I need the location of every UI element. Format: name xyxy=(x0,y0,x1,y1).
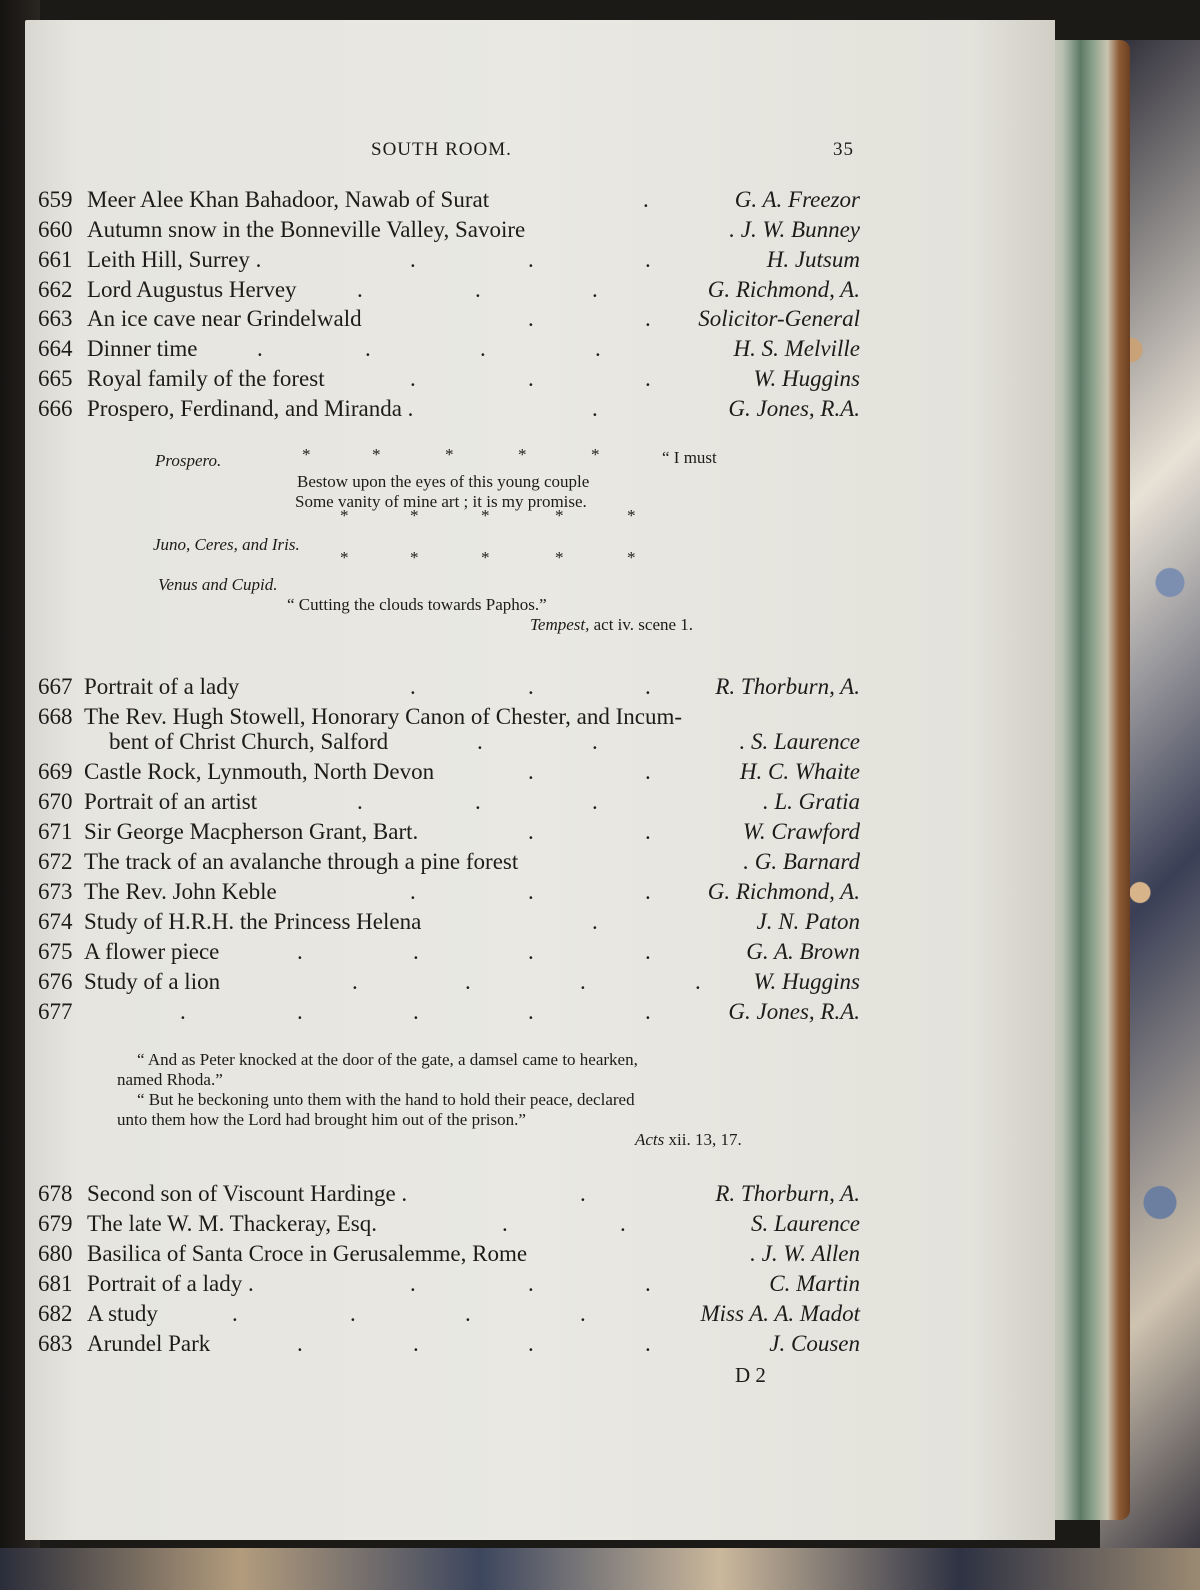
leader-dots xyxy=(25,187,1055,217)
entry-title: Portrait of a lady xyxy=(84,674,240,699)
star-ornament: * xyxy=(627,506,636,525)
leader-dot: . xyxy=(180,999,186,1024)
leader-dot: . xyxy=(413,939,419,964)
catalogue-entry xyxy=(25,849,1055,879)
star-ornament: * xyxy=(445,445,454,464)
catalogue-entry xyxy=(25,217,1055,247)
star-ornament: * xyxy=(627,548,636,567)
leader-dot: . xyxy=(297,939,303,964)
entry-title: Castle Rock, Lynmouth, North Devon xyxy=(84,759,435,784)
entry-artist: G. Richmond, A. xyxy=(707,879,860,904)
star-ornament: * xyxy=(340,506,349,525)
star-ornament: * xyxy=(555,506,564,525)
leader-dots xyxy=(25,277,1055,307)
entry-title: The late W. M. Thackeray, Esq. xyxy=(87,1211,377,1236)
catalogue-entry-continuation xyxy=(25,729,1055,759)
leader-dot: . xyxy=(645,1331,651,1356)
catalogue-entry xyxy=(25,396,1055,426)
catalogue-entry xyxy=(25,1331,1055,1361)
catalogue-entry xyxy=(25,1301,1055,1331)
leader-dot: . xyxy=(592,396,598,421)
leader-dot: . xyxy=(645,366,651,391)
entry-title: bent of Christ Church, Salford xyxy=(109,729,389,754)
leader-dot: . xyxy=(528,819,534,844)
quote-line: “ And as Peter knocked at the door of the gate, a damsel came to hearken, xyxy=(137,1050,638,1069)
entry-title: Study of H.R.H. the Princess Helena xyxy=(84,909,422,934)
leader-dot: . xyxy=(410,674,416,699)
leader-dot: . xyxy=(502,1211,508,1236)
entry-title: Portrait of a lady . xyxy=(87,1271,254,1296)
catalogue-entry xyxy=(25,909,1055,939)
star-ornament: * xyxy=(518,445,527,464)
leader-dots xyxy=(25,909,1055,939)
leader-dot: . xyxy=(645,1271,651,1296)
catalogue-entry xyxy=(25,879,1055,909)
leader-dots xyxy=(25,1181,1055,1211)
leader-dot: . xyxy=(528,1271,534,1296)
catalogue-entry xyxy=(25,999,1055,1029)
leader-dot: . xyxy=(528,306,534,331)
catalogue-entry xyxy=(25,336,1055,366)
star-ornament: * xyxy=(340,548,349,567)
entry-title: The Rev. John Keble xyxy=(84,879,277,904)
leader-dot: . xyxy=(528,1331,534,1356)
leader-dots xyxy=(25,1211,1055,1241)
leader-dot: . xyxy=(465,969,471,994)
entry-artist: G. A. Brown xyxy=(746,939,860,964)
entry-artist: J. Cousen xyxy=(769,1331,860,1356)
entry-title: Sir George Macpherson Grant, Bart. xyxy=(84,819,419,844)
entry-artist: R. Thorburn, A. xyxy=(715,674,860,699)
quote-line: Some vanity of mine art ; it is my promise. xyxy=(295,492,587,511)
entry-artist: Solicitor-General xyxy=(698,306,860,331)
entry-artist: G. A. Freezor xyxy=(734,187,860,212)
leader-dots xyxy=(25,247,1055,277)
quote-speaker: Prospero. xyxy=(155,451,222,470)
entry-artist: W. Crawford xyxy=(742,819,860,844)
page-number: 35 xyxy=(833,139,854,160)
leader-dots xyxy=(25,819,1055,849)
entry-artist: G. Jones, R.A. xyxy=(728,999,860,1024)
leader-dot: . xyxy=(645,759,651,784)
quote-source xyxy=(530,615,693,635)
entry-title: Basilica of Santa Croce in Gerusalemme, Rome xyxy=(87,1241,528,1266)
leader-dots xyxy=(25,939,1055,969)
entry-title: Dinner time xyxy=(87,336,198,361)
quote-speaker: Venus and Cupid. xyxy=(158,575,278,594)
leader-dots xyxy=(25,366,1055,396)
entry-number: 669 xyxy=(38,759,73,784)
entry-number: 671 xyxy=(38,819,73,844)
entry-number: 673 xyxy=(38,879,73,904)
leader-dot: . xyxy=(297,1331,303,1356)
catalogue-entry xyxy=(25,247,1055,277)
leader-dot: . xyxy=(413,999,419,1024)
leader-dot: . xyxy=(528,247,534,272)
leader-dot: . xyxy=(357,277,363,302)
entry-number: 681 xyxy=(38,1271,73,1296)
entry-title: Autumn snow in the Bonneville Valley, Savoire xyxy=(87,217,526,242)
entry-title: Arundel Park xyxy=(87,1331,211,1356)
star-ornament: * xyxy=(410,548,419,567)
entry-artist: . G. Barnard xyxy=(743,849,860,874)
star-ornament: * xyxy=(410,506,419,525)
quote-source-title: Tempest, xyxy=(530,615,590,634)
book-page xyxy=(25,20,1055,1540)
catalogue-entry xyxy=(25,969,1055,999)
quote-line: “ Cutting the clouds towards Paphos.” xyxy=(287,595,547,614)
leader-dot: . xyxy=(620,1211,626,1236)
catalogue-entry xyxy=(25,277,1055,307)
entry-artist: . J. W. Bunney xyxy=(729,217,860,242)
leader-dot: . xyxy=(480,336,486,361)
leader-dot: . xyxy=(410,1271,416,1296)
leader-dot: . xyxy=(645,939,651,964)
entry-artist: H. C. Whaite xyxy=(739,759,860,784)
leader-dots xyxy=(25,879,1055,909)
entry-artist: C. Martin xyxy=(769,1271,860,1296)
star-ornament: * xyxy=(481,548,490,567)
quote-line: named Rhoda.” xyxy=(117,1070,223,1089)
leader-dot: . xyxy=(475,789,481,814)
leader-dot: . xyxy=(580,969,586,994)
entry-artist: Miss A. A. Madot xyxy=(700,1301,860,1326)
leader-dot: . xyxy=(257,336,263,361)
entry-artist: G. Jones, R.A. xyxy=(728,396,860,421)
entry-number: 678 xyxy=(38,1181,73,1206)
leader-dot: . xyxy=(410,879,416,904)
entry-number: 662 xyxy=(38,277,73,302)
leader-dot: . xyxy=(297,999,303,1024)
leader-dot: . xyxy=(410,366,416,391)
leader-dot: . xyxy=(357,789,363,814)
quote-source-ref: act iv. scene 1. xyxy=(593,615,694,634)
entry-number: 664 xyxy=(38,336,73,361)
entry-title: Prospero, Ferdinand, and Miranda . xyxy=(87,396,414,421)
star-ornament: * xyxy=(302,445,311,464)
leader-dot: . xyxy=(645,247,651,272)
leader-dot: . xyxy=(645,306,651,331)
leader-dot: . xyxy=(528,879,534,904)
entry-number: 666 xyxy=(38,396,73,421)
leader-dot: . xyxy=(645,819,651,844)
quote-source-title: Acts xyxy=(635,1130,665,1149)
leader-dots xyxy=(25,969,1055,999)
leader-dot: . xyxy=(528,999,534,1024)
leader-dot: . xyxy=(528,366,534,391)
entry-artist: S. Laurence xyxy=(750,1211,860,1236)
leader-dots xyxy=(25,1331,1055,1361)
entry-artist: . L. Gratia xyxy=(762,789,860,814)
catalogue-entry xyxy=(25,939,1055,969)
entry-number: 677 xyxy=(38,999,73,1024)
entry-number: 659 xyxy=(38,187,73,212)
entry-artist: W. Huggins xyxy=(753,366,860,391)
leader-dot: . xyxy=(645,999,651,1024)
entry-number: 683 xyxy=(38,1331,73,1356)
entry-number: 665 xyxy=(38,366,73,391)
entry-number: 663 xyxy=(38,306,73,331)
catalogue-entry xyxy=(25,306,1055,336)
entry-title: A flower piece xyxy=(84,939,220,964)
leader-dot: . xyxy=(350,1301,356,1326)
catalogue-entry xyxy=(25,759,1055,789)
entry-title: Portrait of an artist xyxy=(84,789,258,814)
leader-dot: . xyxy=(465,1301,471,1326)
entry-number: 675 xyxy=(38,939,73,964)
entry-number: 660 xyxy=(38,217,73,242)
quote-source xyxy=(635,1130,742,1150)
leader-dots xyxy=(25,306,1055,336)
leader-dot: . xyxy=(410,247,416,272)
catalogue-entry xyxy=(25,819,1055,849)
entry-title: Second son of Viscount Hardinge . xyxy=(87,1181,408,1206)
leader-dot: . xyxy=(645,879,651,904)
entry-title: Royal family of the forest xyxy=(87,366,325,391)
quote-line: Bestow upon the eyes of this young couple xyxy=(297,472,590,491)
entry-artist: . J. W. Allen xyxy=(750,1241,860,1266)
entry-title: The track of an avalanche through a pine forest xyxy=(84,849,519,874)
entry-number: 670 xyxy=(38,789,73,814)
entry-title: Study of a lion xyxy=(84,969,221,994)
entry-number: 676 xyxy=(38,969,73,994)
catalogue-entry xyxy=(25,366,1055,396)
marbled-bottom-edge xyxy=(0,1548,1200,1590)
leader-dots xyxy=(25,1271,1055,1301)
catalogue-entry xyxy=(25,187,1055,217)
entry-artist: W. Huggins xyxy=(753,969,860,994)
quote-source-ref: xii. 13, 17. xyxy=(668,1130,742,1149)
leader-dot: . xyxy=(643,187,649,212)
leader-dot: . xyxy=(352,969,358,994)
star-ornament: * xyxy=(372,445,381,464)
leader-dot: . xyxy=(595,336,601,361)
leader-dot: . xyxy=(232,1301,238,1326)
leader-dots xyxy=(25,789,1055,819)
signature-mark: D 2 xyxy=(735,1363,766,1387)
entry-number: 680 xyxy=(38,1241,73,1266)
entry-title: Lord Augustus Hervey xyxy=(87,277,297,302)
section-heading: SOUTH ROOM. xyxy=(371,139,512,160)
leader-dot: . xyxy=(528,674,534,699)
catalogue-entry xyxy=(25,1211,1055,1241)
entry-artist: H. Jutsum xyxy=(766,247,860,272)
catalogue-entry xyxy=(25,789,1055,819)
leader-dots xyxy=(25,729,1055,759)
leader-dot: . xyxy=(592,729,598,754)
entry-number: 679 xyxy=(38,1211,73,1236)
leader-dot: . xyxy=(580,1181,586,1206)
leader-dot: . xyxy=(592,789,598,814)
leader-dots xyxy=(25,759,1055,789)
entry-artist: H. S. Melville xyxy=(733,336,860,361)
entry-title: Meer Alee Khan Bahadoor, Nawab of Surat xyxy=(87,187,490,212)
quote-line: “ But he beckoning unto them with the hand to hold their peace, declared xyxy=(137,1090,635,1109)
entry-number: 668 xyxy=(38,704,73,729)
catalogue-entry xyxy=(25,1271,1055,1301)
entry-title: Leith Hill, Surrey . xyxy=(87,247,262,272)
entry-title: A study xyxy=(87,1301,158,1326)
catalogue-entry xyxy=(25,1181,1055,1211)
entry-title: An ice cave near Grindelwald xyxy=(87,306,362,331)
leader-dot: . xyxy=(592,909,598,934)
star-ornament: * xyxy=(555,548,564,567)
quote-speaker: Juno, Ceres, and Iris. xyxy=(153,535,300,554)
entry-title: The Rev. Hugh Stowell, Honorary Canon of Chester, and Incum- xyxy=(84,704,683,729)
entry-artist: G. Richmond, A. xyxy=(707,277,860,302)
leader-dots xyxy=(25,336,1055,366)
leader-dot: . xyxy=(477,729,483,754)
entry-number: 672 xyxy=(38,849,73,874)
leader-dot: . xyxy=(695,969,701,994)
leader-dots xyxy=(25,1301,1055,1331)
leader-dot: . xyxy=(413,1331,419,1356)
star-ornament: * xyxy=(591,445,600,464)
catalogue-entry xyxy=(25,1241,1055,1271)
entry-artist: . S. Laurence xyxy=(739,729,860,754)
quote-line: “ I must xyxy=(662,448,717,467)
entry-artist: R. Thorburn, A. xyxy=(715,1181,860,1206)
star-ornament: * xyxy=(481,506,490,525)
entry-artist: J. N. Paton xyxy=(756,909,860,934)
entry-number: 682 xyxy=(38,1301,73,1326)
quote-line: unto them how the Lord had brought him out of the prison.” xyxy=(117,1110,526,1129)
entry-number: 667 xyxy=(38,674,73,699)
leader-dot: . xyxy=(580,1301,586,1326)
leader-dot: . xyxy=(528,759,534,784)
leader-dot: . xyxy=(528,939,534,964)
leader-dots xyxy=(25,674,1055,704)
catalogue-entry xyxy=(25,674,1055,704)
entry-number: 661 xyxy=(38,247,73,272)
leader-dot: . xyxy=(475,277,481,302)
entry-number: 674 xyxy=(38,909,73,934)
leader-dot: . xyxy=(592,277,598,302)
leader-dots xyxy=(25,396,1055,426)
leader-dot: . xyxy=(645,674,651,699)
leader-dots xyxy=(25,999,1055,1029)
leader-dot: . xyxy=(365,336,371,361)
